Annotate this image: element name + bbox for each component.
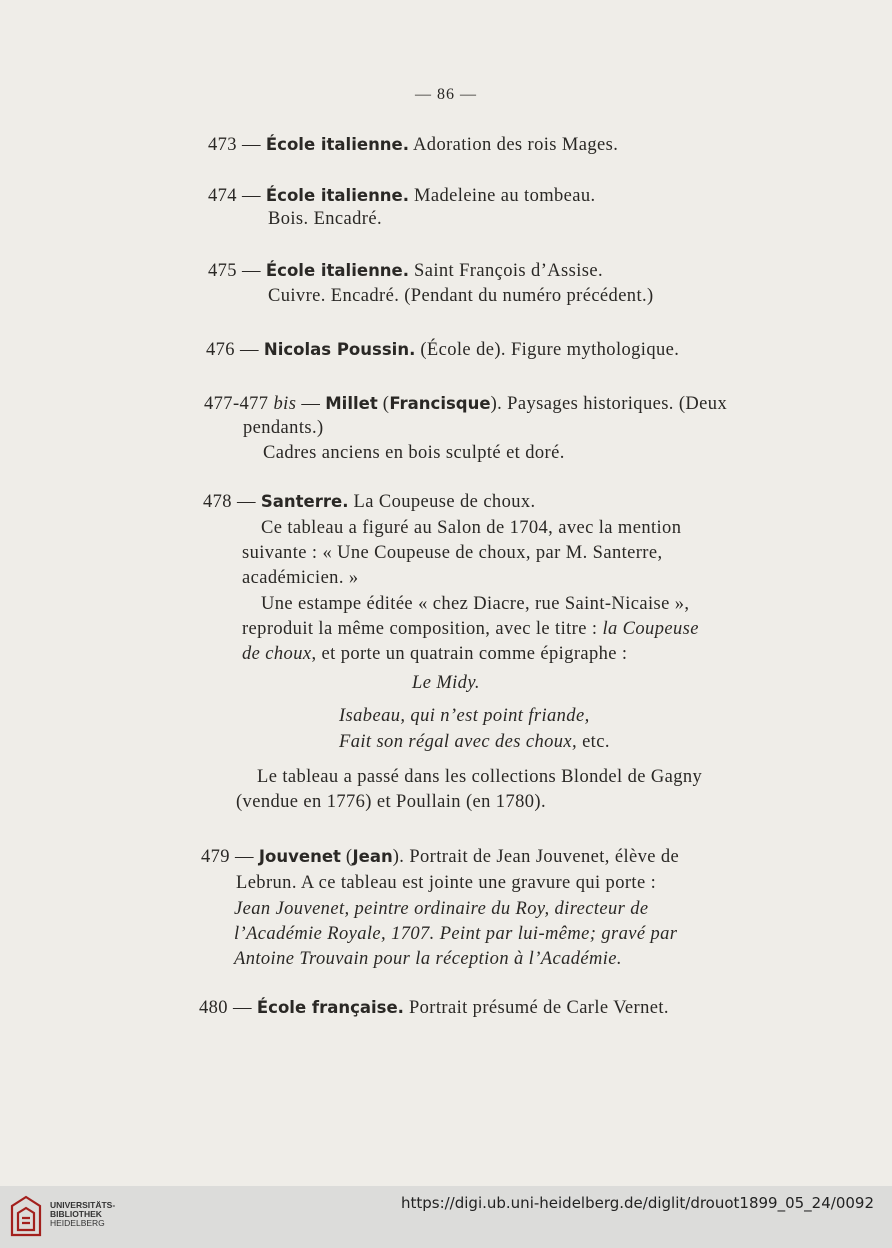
- entry-479: 479 — Jouvenet (Jean). Portrait de Jean Jouvenet, élève de: [201, 847, 680, 867]
- entry-479-line5: Antoine Trouvain pour la réception à l’Académie.: [234, 949, 622, 969]
- entry-number: 473: [208, 135, 237, 155]
- entry-heading: Jouvenet: [258, 847, 341, 866]
- entry-478-p1-line1: Ce tableau a figuré au Salon de 1704, avec la mention: [261, 518, 682, 538]
- entry-476: 476 — Nicolas Poussin. (École de). Figure mythologique.: [206, 340, 680, 360]
- entry-480: 480 — École française. Portrait présumé de Carle Vernet.: [199, 998, 669, 1018]
- entry-heading: École française.: [256, 998, 404, 1017]
- entry-474-line2: Bois. Encadré.: [268, 209, 382, 229]
- entry-479-line4: l’Académie Royale, 1707. Peint par lui-même; gravé par: [234, 924, 678, 944]
- entry-heading: Santerre.: [260, 492, 349, 511]
- entry-475: 475 — École italienne. Saint François d’Assise.: [208, 261, 603, 281]
- entry-473: 473 — École italienne. Adoration des rois Mages.: [208, 135, 619, 155]
- entry-478-p2-line1: Une estampe éditée « chez Diacre, rue Saint-Nicaise »,: [261, 594, 690, 614]
- entry-heading: École italienne.: [265, 135, 410, 154]
- entry-477: 477-477 bis — Millet (Francisque). Paysages historiques. (Deux: [204, 394, 728, 414]
- source-url-link[interactable]: https://digi.ub.uni-heidelberg.de/diglit/drouot1899_05_24/0092: [400, 1194, 874, 1212]
- entry-479-line3: Jean Jouvenet, peintre ordinaire du Roy, directeur de: [234, 899, 649, 919]
- entry-heading: École italienne.: [265, 261, 410, 280]
- entry-number: 475: [208, 261, 237, 281]
- entry-number: 476: [206, 340, 235, 360]
- entry-478-p3-line1: Le tableau a passé dans les collections Blondel de Gagny: [257, 767, 703, 787]
- entry-477-line3: Cadres anciens en bois sculpté et doré.: [263, 443, 565, 463]
- entry-number: 477-477: [204, 394, 269, 414]
- verse-line2: Fait son régal avec des choux, etc.: [339, 732, 610, 752]
- entry-474: 474 — École italienne. Madeleine au tombeau.: [208, 186, 596, 206]
- entry-475-line2: Cuivre. Encadré. (Pendant du numéro précédent.): [268, 286, 654, 306]
- entry-number: 474: [208, 186, 237, 206]
- entry-number: 480: [199, 998, 228, 1018]
- verse-title: Le Midy.: [412, 673, 480, 693]
- library-name: UNIVERSITÄTS- BIBLIOTHEK HEIDELBERG: [50, 1200, 116, 1228]
- entry-heading: Millet: [325, 394, 378, 413]
- entry-number: 479: [201, 847, 230, 867]
- entry-479-line2: Lebrun. A ce tableau est jointe une gravure qui porte :: [236, 873, 657, 893]
- entry-number: 478: [203, 492, 232, 512]
- entry-478: 478 — Santerre. La Coupeuse de choux.: [203, 492, 536, 512]
- page-number: — 86 —: [415, 86, 477, 103]
- entry-478-p2-line3: de choux, et porte un quatrain comme épigraphe :: [242, 644, 628, 664]
- entry-478-p2-line2: reproduit la même composition, avec le titre : la Coupeuse: [242, 619, 699, 639]
- entry-478-p1-line3: académicien. »: [242, 568, 359, 588]
- library-logo-icon: [9, 1194, 43, 1238]
- entry-478-p1-line2: suivante : « Une Coupeuse de choux, par M. Santerre,: [242, 543, 663, 563]
- entry-heading: Nicolas Poussin.: [263, 340, 416, 359]
- entry-478-p3-line2: (vendue en 1776) et Poullain (en 1780).: [236, 792, 546, 812]
- entry-477-line2: pendants.): [243, 418, 324, 438]
- verse-line1: Isabeau, qui n’est point friande,: [339, 706, 590, 726]
- entry-heading: École italienne.: [265, 186, 410, 205]
